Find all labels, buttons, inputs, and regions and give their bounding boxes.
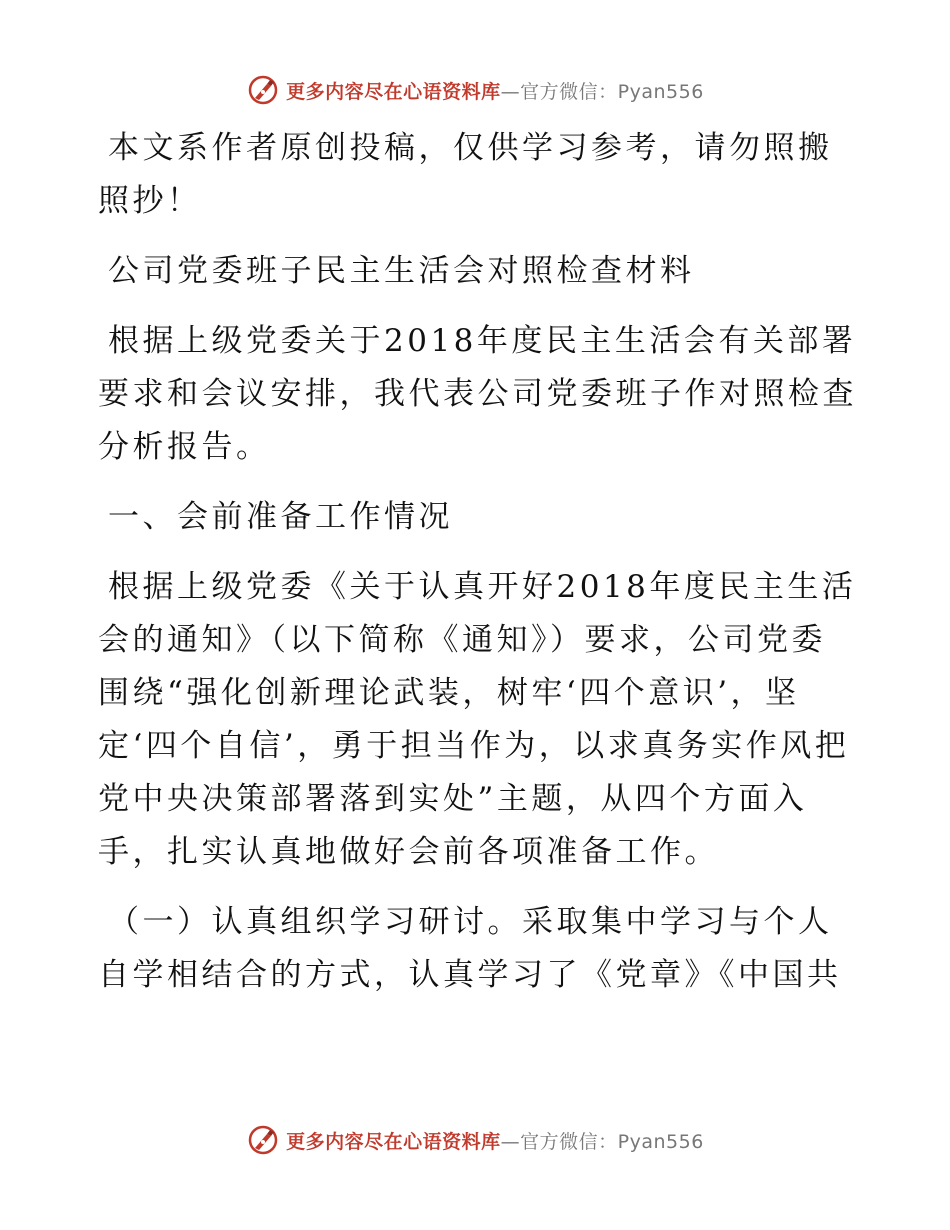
document-body bbox=[98, 122, 858, 1002]
pen-logo-icon bbox=[246, 1123, 280, 1157]
watermark-text-red: 更多内容尽在心语资料库 bbox=[286, 1130, 501, 1153]
watermark-text-grey: —官方微信：Pyan556 bbox=[500, 1130, 704, 1153]
pen-logo-icon bbox=[246, 73, 280, 107]
document-title: 公司党委班子民主生活会对照检查材料 bbox=[108, 253, 695, 289]
section-heading: 一、会前准备工作情况 bbox=[108, 499, 453, 535]
watermark-text bbox=[286, 1127, 704, 1154]
header-watermark-banner bbox=[0, 70, 950, 110]
body-paragraph: 根据上级党委《关于认真开好2018年度民主生活会的通知》（以下简称《通知》）要求，公司党委围绕“强化创新理论武装，树牢‘四个意识’，坚定‘四个自信’，勇于担当作为，以求真务实作风把党中央决策部署落到实处”主题，从四个方面入手，扎实认真地做好会前各项准备工作。 bbox=[98, 569, 857, 870]
footer-watermark-banner bbox=[0, 1120, 950, 1160]
watermark-text bbox=[286, 77, 704, 104]
watermark-text-grey: —官方微信：Pyan556 bbox=[500, 80, 704, 103]
disclaimer-paragraph: 本文系作者原创投稿，仅供学习参考，请勿照搬照抄！ bbox=[98, 130, 833, 219]
subsection-paragraph: （一）认真组织学习研讨。采取集中学习与个人自学相结合的方式，认真学习了《党章》《中国共 bbox=[98, 904, 842, 993]
watermark-text-red: 更多内容尽在心语资料库 bbox=[286, 80, 501, 103]
intro-paragraph: 根据上级党委关于2018年度民主生活会有关部署要求和会议安排，我代表公司党委班子作对照检查分析报告。 bbox=[98, 323, 857, 465]
